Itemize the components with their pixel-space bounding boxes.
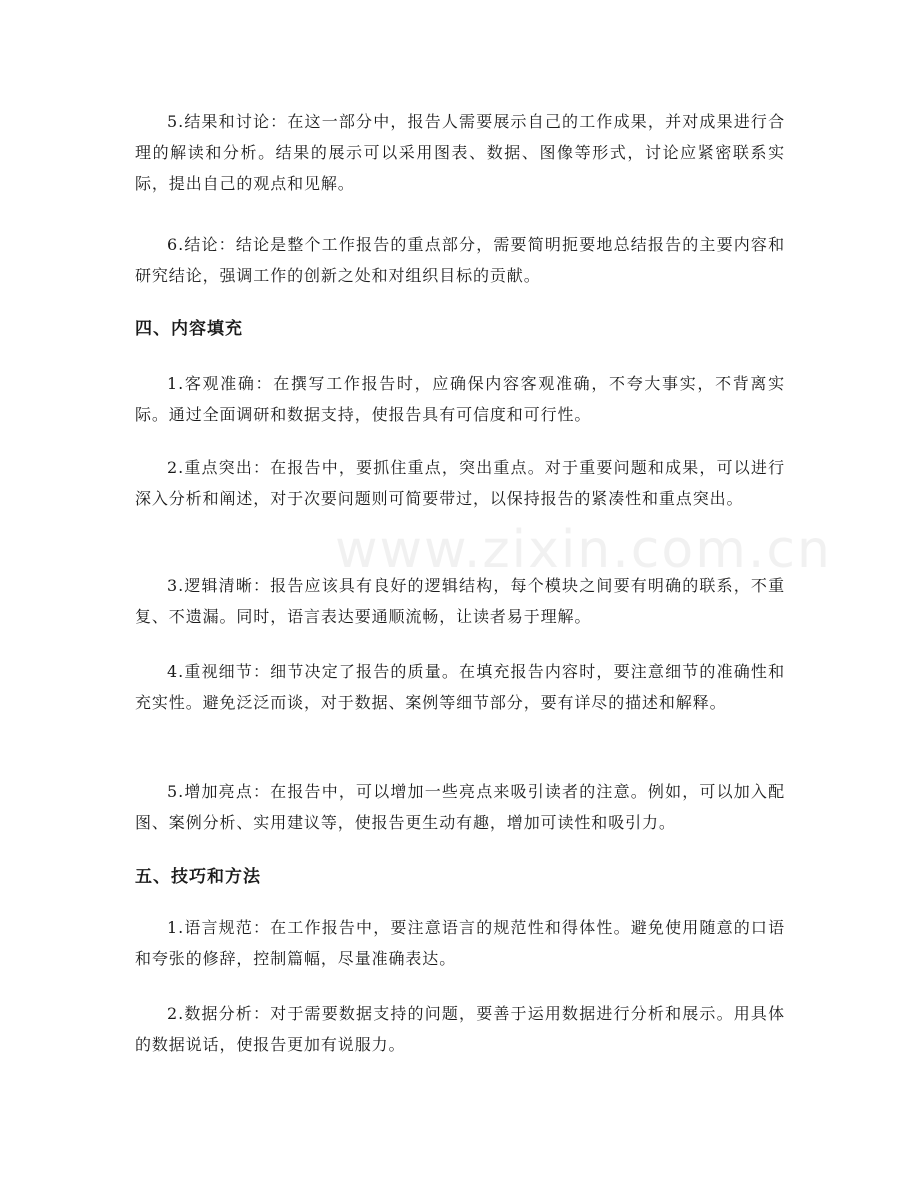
paragraph-results-discussion: 5.结果和讨论：在这一部分中，报告人需要展示自己的工作成果，并对成果进行合理的解读和分析。结果的展示可以采用图表、数据、图像等形式，讨论应紧密联系实际，提出自己的观点和见解。 — [135, 112, 785, 193]
paragraph-language-standard: 1.语言规范：在工作报告中，要注意语言的规范性和得体性。避免使用随意的口语和夸张的修辞，控制篇幅，尽量准确表达。 — [135, 918, 785, 968]
section-heading-content-filling: 四、内容填充 — [135, 319, 243, 339]
paragraph-highlight-key-points: 2.重点突出：在报告中，要抓住重点，突出重点。对于重要问题和成果，可以进行深入分析和阐述，对于次要问题则可简要带过，以保持报告的紧凑性和重点突出。 — [135, 458, 785, 508]
paragraph-objective-accurate: 1.客观准确：在撰写工作报告时，应确保内容客观准确，不夸大事实，不背离实际。通过全面调研和数据支持，使报告具有可信度和可行性。 — [135, 374, 785, 424]
paragraph-clear-logic: 3.逻辑清晰：报告应该具有良好的逻辑结构，每个模块之间要有明确的联系，不重复、不遗漏。同时，语言表达要通顺流畅，让读者易于理解。 — [135, 576, 785, 626]
paragraph-attention-to-detail: 4.重视细节：细节决定了报告的质量。在填充报告内容时，要注意细节的准确性和充实性。避免泛泛而谈，对于数据、案例等细节部分，要有详尽的描述和解释。 — [135, 662, 785, 712]
paragraph-conclusion: 6.结论：结论是整个工作报告的重点部分，需要简明扼要地总结报告的主要内容和研究结论，强调工作的创新之处和对组织目标的贡献。 — [135, 235, 785, 285]
section-heading-techniques-methods: 五、技巧和方法 — [135, 867, 261, 887]
watermark: www.zixin.com.cn — [335, 520, 832, 580]
paragraph-data-analysis: 2.数据分析：对于需要数据支持的问题，要善于运用数据进行分析和展示。用具体的数据说话，使报告更加有说服力。 — [135, 1004, 785, 1054]
paragraph-add-highlights: 5.增加亮点：在报告中，可以增加一些亮点来吸引读者的注意。例如，可以加入配图、案例分析、实用建议等，使报告更生动有趣，增加可读性和吸引力。 — [135, 782, 785, 832]
